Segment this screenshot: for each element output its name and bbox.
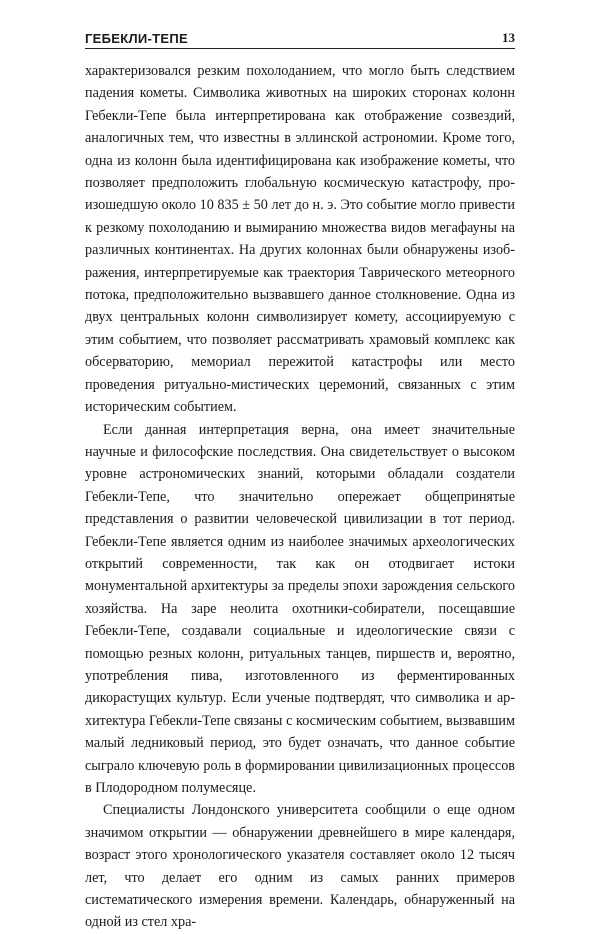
- page-header: [85, 24, 515, 49]
- paragraph-2: Если данная интерпретация верна, она имеет значительные научные и философские последствия. Она свидетельствует о высоком уровне астрономических знаний, которыми обладали создатели Гебекли-Тепе, что значительно опережает общепринятые представления о развитии человеческой цивилизации в тот период. Гебекли-Тепе является одним из наиболее значимых археологических открытий современности, так как он отодвигает истоки монументальной архитектуры за пределы эпохи зарождения сельского хозяйства. На заре неолита охотники-собиратели, посещавшие Гебекли-Тепе, создавали социальные и идеологические связи с помощью резных колонн, ритуальных танцев, пиршеств и, вероятно, употребления пива, изготовленного из ферментированных дикорастущих культур. Если ученые подтвердят, что символика и архитектура Гебекли-Тепе связаны с космическим событием, вызвавшим малый ледниковый период, это будет означать, что данное событие сыграло ключевую роль в формировании цивилизационных процессов в Плодородном полумесяце.: [85, 421, 515, 796]
- body-text: [85, 60, 515, 934]
- page-number: 13: [502, 30, 515, 45]
- paragraph-1: характеризовался резким похолоданием, что могло быть следствием падения кометы. Символика животных на широких сторонах колонн Гебекли-Тепе была интерпретирована как отображение созвездий, аналогичных тем, что известны в эллинской астрономии. Кроме того, одна из колонн была идентифицирована как изображение кометы, что позволяет предположить глобальную космическую катастрофу, произошедшую около 10 835 ± 50 лет до н. э. Это событие могло привести к резкому похолоданию и вымиранию множества видов мегафауны на различных континентах. На других колоннах были обнаружены изображения, интерпретируемые как траектория Таврического метеорного потока, предположительно вызвавшего данное столкновение. Одна из двух центральных колонн символизирует комету, ассоциируемую с этим событием, что позволяет рассматривать храмовый комплекс как обсерваторию, мемориал пережитой катастрофы или место проведения ритуально-мистических церемоний, связанных с этим историческим событием.: [85, 63, 515, 416]
- paragraph-3: Специалисты Лондонского университета сообщили о еще одном значимом открытии — обнаружении древнейшего в мире календаря, возраст этого хронологического указателя составляет около 12 тысяч лет, что делает его одним из самых ранних примеров систематического измерения времени. Календарь, обнаруженный на одной из стел хра-: [85, 802, 515, 931]
- running-title: ГЕБЕКЛИ-ТЕПЕ: [85, 31, 189, 46]
- book-page: [85, 24, 515, 934]
